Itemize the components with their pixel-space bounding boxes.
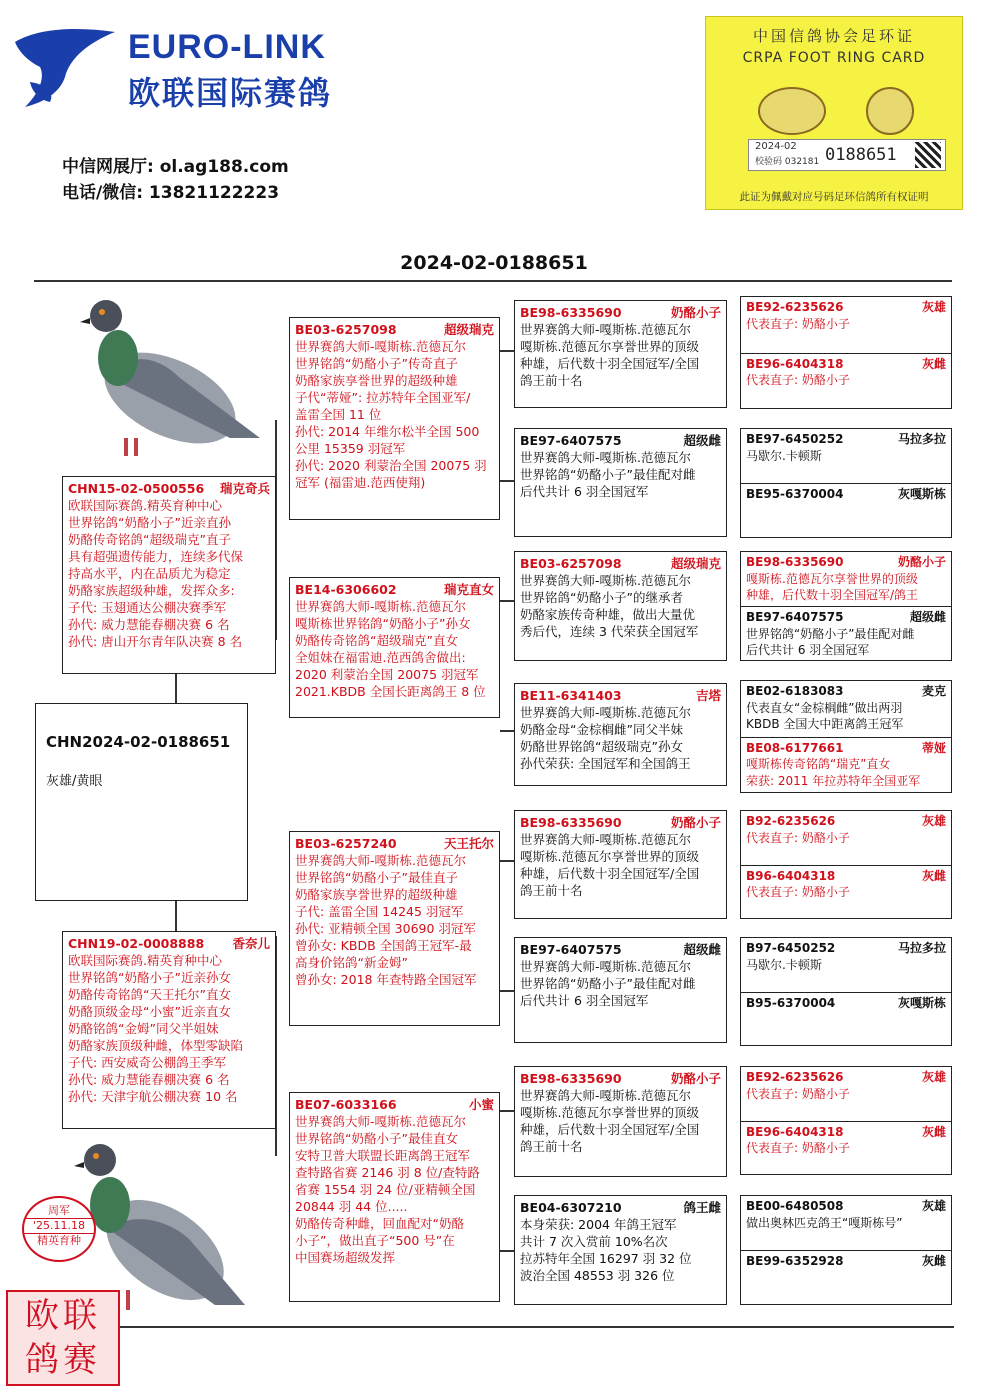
ring-card (705, 16, 963, 210)
info-line: 奶酪传奇铭鸽“超级瑞克”直女 (295, 633, 458, 648)
gggp-sire (741, 938, 951, 992)
subject-box (35, 703, 248, 901)
entry-header (746, 486, 946, 503)
info-line: 全姐妹在福雷迪.范西鸽舍做出: (295, 650, 466, 665)
info-line: 孙代荣获: 全国冠军和全国鸽王 (520, 756, 691, 771)
gggp-dam (741, 737, 951, 793)
info-line: 后代共计 6 羽全国冠军 (520, 993, 649, 1008)
info-line: 世界赛鸽大师-嘎斯栋.范德瓦尔 (520, 705, 691, 720)
crpa-logo-icon (866, 87, 914, 135)
date-stamp-bottom: 精英育种 (37, 1234, 81, 1247)
entry-header (520, 814, 721, 831)
bird-name: 奶酪小子 (670, 1071, 721, 1086)
info-line: 2020 利蒙治全国 20075 羽冠军 (295, 667, 479, 682)
info-line: 持高水平，内在品质尤为稳定 (68, 566, 231, 581)
entry-header (68, 935, 270, 952)
info-line: 代表直子: 奶酪小子 (746, 830, 850, 845)
ring-number: B92-6235626 (746, 814, 836, 828)
entry-header (746, 740, 946, 757)
info-line: 拉苏特年全国 16297 羽 32 位 (520, 1251, 692, 1266)
info-line: 孙代: 唐山开尔青年队决赛 8 名 (68, 634, 243, 649)
bird-name: 灰嘎斯栋 (897, 487, 946, 501)
gggp-pair (740, 937, 952, 1046)
info-line: 种雄，后代数十羽全国冠军/全国 (520, 356, 700, 371)
info-line: 世界赛鸽大师-嘎斯栋.范德瓦尔 (520, 450, 691, 465)
ring-number: BE97-6407575 (520, 433, 622, 448)
ring-number: BE92-6235626 (746, 300, 844, 314)
ring-card-footer: 此证为佩戴对应号码足环信鸽所有权证明 (739, 191, 929, 203)
gggp-sire (741, 681, 951, 737)
gp-box (289, 831, 500, 1026)
bird-name: 灰雌 (921, 356, 946, 371)
bird-name: 灰雄 (921, 814, 946, 828)
ring-number: BE96-6404318 (746, 1124, 844, 1139)
info-line: 曾孙女: 2018 年查特路全国冠军 (295, 972, 477, 987)
qr-code-icon (915, 142, 941, 168)
info-line: 世界铭鸽“奶酪小子”最佳配对雌 (520, 976, 696, 991)
info-line: 孙代: 天津宇航公棚决赛 10 名 (68, 1089, 238, 1104)
info-line: 奶酪家族顶级种雌，体型零缺陷 (68, 1038, 244, 1053)
globe-pigeon-icon (758, 87, 826, 135)
info-line: 马歇尔.卡顿斯 (746, 448, 822, 463)
info-line: 小子”，做出直子“500 号”在 (295, 1233, 455, 1248)
connector-gp3-ggp (500, 860, 514, 862)
info-line: 本身荣获: 2004 年鸽王冠军 (520, 1217, 677, 1232)
date-stamp (22, 1196, 96, 1262)
entry-header (520, 687, 721, 704)
info-line: 代表直子: 奶酪小子 (746, 1086, 850, 1101)
bottom-rule (118, 1326, 954, 1328)
entry-header (68, 480, 270, 497)
info-line: 世界铭鸽“奶酪小子”近亲孙女 (68, 970, 231, 985)
bird-name: 奶酪小子 (670, 305, 721, 320)
info-line: 嘎斯栋.范德瓦尔享誉世界的顶级 (520, 1105, 699, 1120)
ring-number: BE03-6257098 (520, 556, 622, 571)
ggp-box (514, 1066, 727, 1177)
ring-number: BE96-6404318 (746, 356, 844, 371)
ring-number: BE11-6341403 (520, 688, 622, 703)
entry-header (746, 683, 946, 700)
gggp-pair (740, 1195, 952, 1305)
bird-name: 马拉多拉 (897, 432, 946, 446)
info-line: 代表直子: 奶酪小子 (746, 885, 850, 899)
gggp-dam (741, 606, 951, 660)
connector-gp1-ggp2 (500, 480, 514, 482)
connector-subject-dam (175, 901, 177, 931)
ggp-box (514, 683, 727, 786)
entry-header (746, 356, 946, 373)
bird-name: 香奈儿 (232, 936, 270, 951)
ring-number: BE98-6335690 (520, 815, 622, 830)
ring-number: BE08-6177661 (746, 740, 844, 755)
entry-header (295, 835, 494, 852)
bird-name: 奶酪小子 (897, 555, 946, 569)
dove-logo-icon (10, 22, 120, 112)
info-line: 世界铭鸽“奶酪小子”最佳直女 (295, 1131, 458, 1146)
gggp-pair (740, 551, 952, 661)
entry-header (746, 554, 946, 571)
ring-number: CHN19-02-0008888 (68, 936, 205, 951)
contact-info (62, 154, 289, 206)
info-line: 世界赛鸽大师-嘎斯栋.范德瓦尔 (295, 1114, 466, 1129)
entry-header (746, 1198, 946, 1215)
info-line: 代表直女“金棕榈雌”做出两羽 (746, 700, 903, 715)
ring-number: B97-6450252 (746, 941, 836, 955)
info-line: 奶酪家族超级种雄，发挥众多: (68, 583, 235, 598)
info-line: 种雄，后代数十羽全国冠军/全国 (520, 866, 700, 881)
gggp-sire (741, 811, 951, 865)
info-line: 世界赛鸽大师-嘎斯栋.范德瓦尔 (520, 832, 691, 847)
subject-ring: CHN2024-02-0188651 (46, 733, 231, 751)
connector-subject-sire (175, 674, 177, 704)
info-line: 中国赛场超级发挥 (295, 1250, 396, 1265)
ring-number: BE02-6183083 (746, 684, 844, 698)
info-line: 欧联国际赛鸽.精英育种中心 (68, 498, 222, 513)
ring-number: BE92-6235626 (746, 1070, 844, 1084)
title-rule (34, 280, 952, 282)
ring-number: BE98-6335690 (520, 1071, 622, 1086)
sire-box (62, 476, 276, 674)
bird-name: 超级瑞克 (443, 322, 494, 337)
brand-logo (10, 22, 360, 112)
connector-gp2-ggp (500, 600, 514, 602)
bird-name: 超级雌 (683, 433, 721, 448)
ring-number: BE04-6307210 (520, 1200, 622, 1215)
entry-header (746, 299, 946, 316)
info-line: 高身价铭鸽“新金姆” (295, 955, 408, 970)
seal-stamp (6, 1290, 120, 1386)
ring-number: BE97-6407575 (520, 942, 622, 957)
bird-name: 天王托尔 (443, 836, 494, 851)
info-line: 世界赛鸽大师-嘎斯栋.范德瓦尔 (520, 322, 691, 337)
bird-name: 瑞克奇兵 (219, 481, 270, 496)
info-line: 世界铭鸽“奶酪小子”最佳配对雌 (746, 626, 915, 641)
entry-header (746, 1253, 946, 1270)
gggp-dam (741, 992, 951, 1046)
ggp-box (514, 300, 727, 408)
info-line: 2021.KBDB 全国长距离鸽王 8 位 (295, 684, 486, 699)
gggp-pair (740, 1066, 952, 1175)
info-line: 奶酪家族传奇种雄，做出大量优 (520, 607, 696, 622)
info-line: 奶酪家族享誉世界的超级种雄 (295, 373, 458, 388)
gp-box (289, 577, 500, 718)
info-line: 盖雷全国 11 位 (295, 407, 382, 422)
info-line: 做出奥林匹克鸽王“嘎斯栋号” (746, 1215, 903, 1230)
ring-number: B96-6404318 (746, 868, 836, 883)
info-line: 子代“蒂娅”: 拉苏特年全国亚军/ (295, 390, 471, 405)
ggp-box (514, 937, 727, 1043)
info-line: 奶酪传奇铭鸽“超级瑞克”直子 (68, 532, 231, 547)
info-line: 孙代: 威力慧能春棚决赛 6 名 (68, 617, 230, 632)
info-line: 奶酪金母“金棕榈雌”同父半妹 (520, 722, 683, 737)
connector-gp1-ggp (500, 350, 514, 352)
ring-number: BE97-6407575 (746, 610, 844, 624)
ring-number: BE00-6480508 (746, 1199, 844, 1213)
info-line: 种雄，后代数十羽全国冠军/全国 (520, 1122, 700, 1137)
entry-header (746, 868, 946, 885)
connector-gp4-ggp2 (500, 1250, 514, 1252)
contact-phone: 电话/微信: 13821122223 (62, 183, 280, 203)
info-line: 世界铭鸽“奶酪小子”传奇直子 (295, 356, 458, 371)
ggp-box (514, 428, 727, 537)
info-line: 后代共计 6 羽全国冠军 (520, 484, 649, 499)
bird-name: 超级雌 (909, 610, 946, 624)
info-line: 子代: 西安威奇公棚鸽王季军 (68, 1055, 227, 1070)
ring-number: BE07-6033166 (295, 1097, 397, 1112)
info-line: 鸽王前十名 (520, 883, 583, 898)
ring-number: B95-6370004 (746, 995, 836, 1010)
entry-header (746, 609, 946, 626)
bird-name: 吉塔 (695, 688, 721, 703)
bird-name: 灰雌 (921, 868, 946, 883)
info-line: 奶酪铭鸽“金姆”同父半姐妹 (68, 1021, 219, 1036)
info-line: 奶酪世界铭鸽“超级瑞克”孙女 (520, 739, 683, 754)
ring-number: BE03-6257240 (295, 836, 397, 851)
info-line: 共计 7 次入赏前 10%名次 (520, 1234, 668, 1249)
info-line: 欧联国际赛鸽.精英育种中心 (68, 953, 222, 968)
info-line: 世界赛鸽大师-嘎斯栋.范德瓦尔 (520, 1088, 691, 1103)
subject-desc: 灰雄/黄眼 (46, 774, 103, 789)
gggp-dam (741, 1250, 951, 1304)
gggp-sire (741, 429, 951, 483)
info-line: 秀后代，连续 3 代荣获全国冠军 (520, 624, 699, 639)
gggp-pair (740, 810, 952, 919)
gggp-sire (741, 552, 951, 606)
entry-header (520, 304, 721, 321)
bird-name: 小蜜 (468, 1097, 494, 1112)
info-line: 20844 羽 44 位..... (295, 1199, 408, 1214)
info-line: 鸽王前十名 (520, 373, 583, 388)
ring-number: 0188651 (825, 145, 897, 165)
info-line: 世界铭鸽“奶酪小子”最佳配对雌 (520, 467, 696, 482)
bird-name: 蒂娅 (921, 740, 946, 755)
entry-header (746, 1124, 946, 1141)
bird-name: 瑞克直女 (443, 582, 494, 597)
info-line: 嘎斯栋世界铭鸽“奶酪小子”孙女 (295, 616, 471, 631)
info-line: 冠军 (福雷迪.范西使翔) (295, 475, 426, 490)
info-line: 孙代: 2014 年维尔松半全国 500 (295, 424, 480, 439)
entry-header (746, 940, 946, 957)
info-line: 嘎斯栋.范德瓦尔享誉世界的顶级 (746, 571, 918, 586)
info-line: KBDB 全国大中距离鸽王冠军 (746, 717, 904, 731)
dam-box (62, 931, 276, 1129)
seal-text: 欧联鸽赛 (25, 1296, 101, 1380)
gggp-dam (741, 353, 951, 409)
info-line: 子代: 玉翅通达公棚决赛季军 (68, 600, 227, 615)
gggp-pair (740, 680, 952, 793)
info-line: 代表直子: 奶酪小子 (746, 316, 850, 331)
entry-header (295, 1096, 494, 1113)
ggp-box (514, 1195, 727, 1305)
sire-pigeon-image (70, 288, 270, 468)
gggp-dam (741, 865, 951, 919)
info-line: 世界赛鸽大师-嘎斯栋.范德瓦尔 (520, 573, 691, 588)
entry-header (520, 432, 721, 449)
ggp-box (514, 551, 727, 661)
gggp-dam (741, 483, 951, 537)
entry-header (295, 321, 494, 338)
info-line: 孙代: 2020 利蒙治全国 20075 羽 (295, 458, 487, 473)
info-line: 世界赛鸽大师-嘎斯栋.范德瓦尔 (295, 599, 466, 614)
bird-name: 灰雌 (921, 1124, 946, 1139)
entry-header (520, 1199, 721, 1216)
ring-number: BE03-6257098 (295, 322, 397, 337)
entry-header (746, 813, 946, 830)
entry-header (746, 1069, 946, 1086)
info-line: 具有超强遗传能力，连续多代保 (68, 549, 244, 564)
info-line: 省赛 1554 羽 24 位/亚精顿全国 (295, 1182, 476, 1197)
info-line: 安特卫普大联盟长距离鸽王冠军 (295, 1148, 471, 1163)
info-line: 荣获: 2011 年拉苏特年全国亚军 (746, 773, 921, 788)
entry-header (520, 941, 721, 958)
gggp-dam (741, 1121, 951, 1175)
ring-card-title-cn: 中国信鸽协会足环证 (752, 27, 915, 45)
ring-number: BE98-6335690 (520, 305, 622, 320)
ring-number: BE97-6450252 (746, 432, 844, 446)
bird-name: 麦克 (921, 684, 946, 698)
info-line: 世界赛鸽大师-嘎斯栋.范德瓦尔 (295, 339, 466, 354)
ring-number: BE98-6335690 (746, 555, 844, 569)
info-line: 嘎斯栋传奇铭鸽“瑞克”直女 (746, 757, 891, 771)
info-line: 曾孙女: KBDB 全国鸽王冠军-最 (295, 938, 472, 953)
entry-header (746, 431, 946, 448)
info-line: 查特路省赛 2146 羽 8 位/查特路 (295, 1165, 480, 1180)
ring-number: BE99-6352928 (746, 1254, 844, 1268)
ring-number: BE95-6370004 (746, 487, 844, 501)
info-line: 世界铭鸽“奶酪小子”的继承者 (520, 590, 683, 605)
entry-header (295, 581, 494, 598)
info-line: 鸽王前十名 (520, 1139, 583, 1154)
ring-check-code: 校验码 032181 (755, 157, 820, 167)
ggp-box (514, 810, 727, 919)
info-line: 孙代: 威力慧能春棚决赛 6 名 (68, 1072, 230, 1087)
page-title: 2024-02-0188651 (400, 252, 588, 274)
gggp-sire (741, 1067, 951, 1121)
connector-gp2-ggp2 (500, 730, 514, 732)
info-line: 嘎斯栋.范德瓦尔享誉世界的顶级 (520, 339, 699, 354)
info-line: 公里 15359 羽冠军 (295, 441, 406, 456)
info-line: 奶酪顶级金母“小蜜”近亲直女 (68, 1004, 231, 1019)
bird-name: 灰雄 (921, 300, 946, 314)
entry-header (746, 995, 946, 1012)
bird-name: 马拉多拉 (897, 941, 946, 955)
gggp-pair (740, 296, 952, 409)
date-stamp-top: 周军 (48, 1204, 70, 1217)
info-line: 奶酪家族享誉世界的超级种雄 (295, 887, 458, 902)
gggp-sire (741, 297, 951, 353)
bird-name: 超级雌 (683, 942, 721, 957)
bird-name: 灰雄 (921, 1199, 946, 1213)
info-line: 子代: 盖雷全国 14245 羽冠军 (295, 904, 464, 919)
entry-header (520, 1070, 721, 1087)
bird-name: 灰雄 (921, 1070, 946, 1084)
ring-number-panel (748, 139, 946, 171)
bird-name: 灰嘎斯栋 (897, 995, 946, 1010)
gp-box (289, 1092, 500, 1302)
info-line: 嘎斯栋.范德瓦尔享誉世界的顶级 (520, 849, 699, 864)
bird-name: 鸽王雌 (683, 1200, 721, 1215)
ring-number: BE14-6306602 (295, 582, 397, 597)
info-line: 波治全国 48553 羽 326 位 (520, 1268, 675, 1283)
brand-name-en: EURO-LINK (128, 28, 326, 66)
ring-number: CHN15-02-0500556 (68, 481, 205, 496)
info-line: 世界赛鸽大师-嘎斯栋.范德瓦尔 (520, 959, 691, 974)
info-line: 种雄，后代数十羽全国冠军/鸽王 (746, 588, 919, 602)
info-line: 代表直子: 奶酪小子 (746, 1141, 850, 1155)
connector-gp4-ggp (500, 1110, 514, 1112)
info-line: 代表直子: 奶酪小子 (746, 373, 850, 387)
gp-box (289, 317, 500, 520)
ring-year: 2024-02 (755, 141, 797, 152)
bird-name: 超级瑞克 (670, 556, 721, 571)
info-line: 马歇尔.卡顿斯 (746, 957, 822, 972)
gggp-sire (741, 1196, 951, 1250)
info-line: 世界赛鸽大师-嘎斯栋.范德瓦尔 (295, 853, 466, 868)
brand-name-cn: 欧联国际赛鸽 (128, 74, 333, 112)
bird-name: 灰雌 (921, 1254, 946, 1268)
bird-name: 奶酪小子 (670, 815, 721, 830)
info-line: 世界铭鸽“奶酪小子”最佳直子 (295, 870, 458, 885)
gggp-pair (740, 428, 952, 538)
info-line: 孙代: 亚精顿全国 30690 羽冠军 (295, 921, 476, 936)
info-line: 奶酪传奇种雌，回血配对“奶酪 (295, 1216, 464, 1231)
contact-website: 中信网展厅: ol.ag188.com (62, 157, 289, 177)
info-line: 奶酪传奇铭鸽“天王托尔”直女 (68, 987, 231, 1002)
connector-gp3-ggp2 (500, 990, 514, 992)
entry-header (520, 555, 721, 572)
ring-card-title-en: CRPA FOOT RING CARD (742, 50, 926, 66)
info-line: 后代共计 6 羽全国冠军 (746, 643, 870, 657)
date-stamp-date: '25.11.18 (24, 1218, 94, 1234)
info-line: 世界铭鸽“奶酪小子”近亲直孙 (68, 515, 231, 530)
